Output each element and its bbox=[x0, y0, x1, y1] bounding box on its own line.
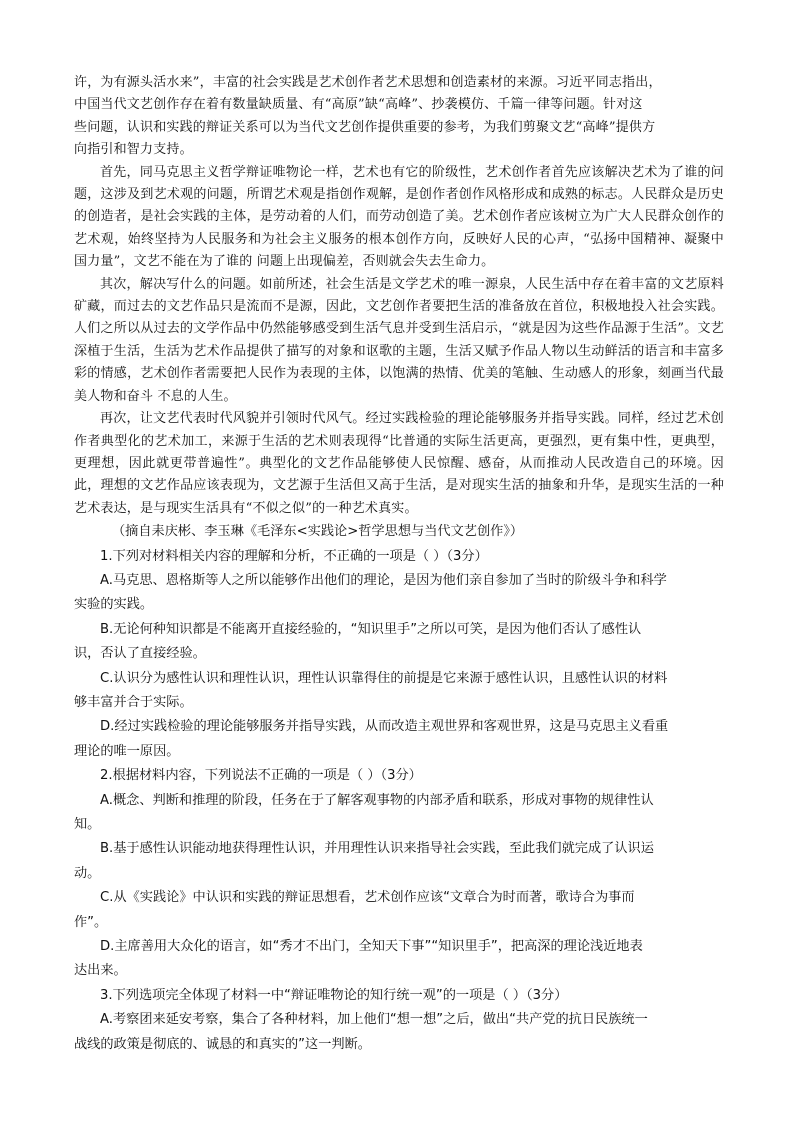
question-2-option-c: C.从《实践论》中认识和实践的辩证思想看，艺术创作应该“文章合为时而著，歌诗合为事而 bbox=[100, 890, 635, 906]
question-2-option-b-cont: 动。 bbox=[74, 865, 101, 881]
question-2-option-b: B.基于感性认识能动地获得理性认识，并用理性认识来指导社会实践，至此我们就完成了认识运 bbox=[100, 841, 654, 857]
questions-section bbox=[74, 520, 724, 1057]
question-3-stem: 3.下列选项完全体现了材料一中“辩证唯物论的知行统一观”的一项是（ ）（3分） bbox=[100, 987, 568, 1003]
question-1-option-d-cont: 理论的唯一原因。 bbox=[74, 743, 180, 759]
passage-line: 中国当代文艺创作存在着有数量缺质量、有“高原”缺“高峰”、抄袭模仿、千篇一律等问题。针对这 bbox=[74, 97, 643, 113]
passage-paragraph-1: 首先，同马克思主义哲学辩证唯物论一样，艺术也有它的阶级性，艺术创作者首先应该解决艺术为了谁的问题，这涉及到艺术观的问题，所谓艺术观是指创作观解，是创作者创作风格形成和成熟的标志。人民群众是历史的创造者，是社会实践的主体，是劳动着的人们，而劳动创造了美。艺术创作者应该树立为广大人民群众创作的艺术观，始终坚持为人民服务和为社会主义服务的根本创作方向，反映好人民的心声，“弘扬中国精神、凝聚中国力量”，文艺不能在为了谁的 问题上出现偏差，否则就会失去生命力。 bbox=[74, 164, 724, 270]
question-2-option-c-cont: 作”。 bbox=[74, 914, 108, 930]
question-1-stem: 1.下列对材料相关内容的理解和分析，不正确的一项是（ ）（3分） bbox=[100, 548, 488, 564]
question-1-option-b: B.无论何种知识都是不能离开直接经验的，“知识里手”之所以可笑，是因为他们否认了感性认 bbox=[100, 621, 642, 637]
question-3-option-a-cont: 战线的政策是彻底的、诚恳的和真实的”这一判断。 bbox=[74, 1036, 371, 1052]
passage-paragraph-2: 其次，解决写什么的问题。如前所述，社会生活是文学艺术的唯一源泉，人民生活中存在着丰富的文艺原料矿藏，而过去的文艺作品只是流而不是源，因此，文艺创作者要把生活的准备放在首位，积极地投入社会实践。人们之所以从过去的文学作品中仍然能够感受到生活气息并受到生活启示，“就是因为这些作品源于生活”。文艺深植于生活，生活为艺术作品提供了描写的对象和讴歌的主题，生活又赋予作品人物以生动鲜活的语言和丰富多彩的情感，艺术创作者需要把人民作为表现的主体，以饱满的热情、优美的笔触、生动感人的形象，刻画当代最美人物和奋斗 不息的人生。 bbox=[74, 276, 724, 404]
passage-line: 许，为有源头活水来”，丰富的社会实践是艺术创作者艺术思想和创造素材的来源。习近平同志指出， bbox=[74, 75, 662, 90]
passage-source: （摘自耒庆彬、李玉琳《毛泽东<实践论>哲学思想与当代文艺创作》） bbox=[112, 524, 524, 540]
question-1-option-a: A.马克思、恩格斯等人之所以能够作出他们的理论，是因为他们亲自参加了当时的阶级斗争和科学 bbox=[100, 572, 667, 588]
question-2-option-d-cont: 达出来。 bbox=[74, 963, 127, 979]
question-1-option-b-cont: 识，否认了直接经验。 bbox=[74, 646, 206, 662]
question-2-option-d: D.主席善用大众化的语言，如“秀才不出门，全知天下事”“知识里手”，把高深的理论浅近地表 bbox=[100, 939, 643, 955]
question-2-option-a: A.概念、判断和推理的阶段，任务在于了解客观事物的内部矛盾和联系，形成对事物的规律性认 bbox=[100, 792, 654, 808]
question-1-option-d: D.经过实践检验的理论能够服务并指导实践，从而改造主观世界和客观世界，这是马克思主义看重 bbox=[100, 719, 669, 735]
question-2-stem: 2.根据材料内容，下列说法不正确的一项是（ ）（3分） bbox=[100, 768, 422, 784]
reading-passage bbox=[74, 72, 724, 520]
question-3-option-a: A.考察团来延安考察，集合了各种材料，加上他们“想一想”之后，做出“共产党的抗日民族统一 bbox=[100, 1012, 648, 1028]
question-2-option-a-cont: 知。 bbox=[74, 817, 101, 832]
passage-line: 向指引和智力支持。 bbox=[74, 142, 193, 158]
passage-line: 些问题，认识和实践的辩证关系可以为当代文艺创作提供重要的参考，为我们剪聚文艺“高峰”提供方 bbox=[74, 119, 656, 135]
question-1-option-c: C.认识分为感性认识和理性认识，理性认识靠得住的前提是它来源于感性认识，且感性认识的材料 bbox=[100, 670, 668, 686]
question-1-option-c-cont: 够丰富并合于实际。 bbox=[74, 694, 193, 710]
passage-paragraph-3: 再次，让文艺代表时代风貌并引领时代风气。经过实践检验的理论能够服务并指导实践。同样，经过艺术创作者典型化的艺术加工，来源于生活的艺术则表现得“比普通的实际生活更高，更强烈，更有集中性，更典型，更理想，因此就更带普遍性”。典型化的文艺作品能够使人民惊醒、感奋，从而推动人民改造自己的环境。因此，理想的文艺作品应该表现为，文艺源于生活但又高于生活，是对现实生活的抽象和升华，是现实生活的一种艺术表达，是与现实生活具有“不似之似”的一种艺术真实。 bbox=[74, 411, 724, 516]
question-1-option-a-cont: 实验的实践。 bbox=[74, 597, 154, 613]
